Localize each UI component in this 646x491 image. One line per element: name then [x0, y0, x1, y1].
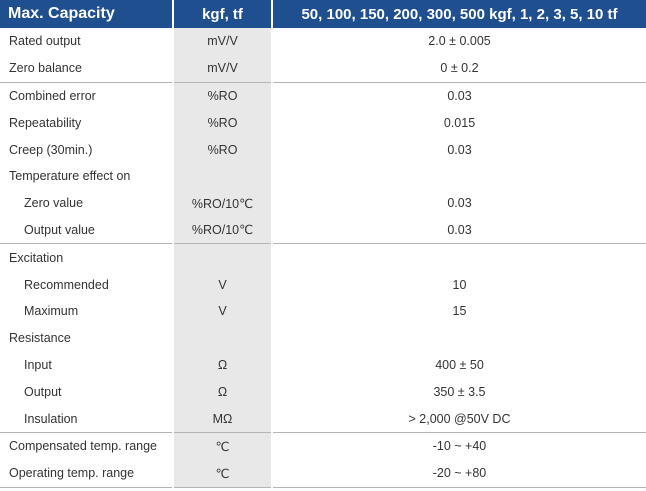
table-row [0, 163, 646, 190]
table-row [0, 271, 646, 298]
row-label: Resistance [9, 331, 71, 346]
row-unit: ℃ [173, 460, 272, 487]
row-value: 2.0 ± 0.005 [428, 34, 491, 49]
row-label: Combined error [0, 82, 173, 109]
row-unit: Ω [173, 352, 272, 379]
row-value: -10 ~ +40 [272, 432, 646, 459]
table-row [0, 432, 646, 459]
row-value: 10 [452, 277, 467, 292]
header-capacities: 50, 100, 150, 200, 300, 500 kgf, 1, 2, 3, 5, 10 tf [272, 0, 646, 28]
row-value: 400 ± 50 [435, 357, 484, 372]
row-value: 0.03 [272, 82, 646, 109]
header-unit: kgf, tf [173, 0, 272, 28]
table-row [0, 217, 646, 244]
table-row [0, 190, 646, 217]
header-max-capacity: Max. Capacity [0, 0, 173, 28]
row-unit: V [173, 271, 272, 298]
table-row [0, 460, 646, 487]
row-unit: V [173, 298, 272, 325]
row-value: 0.03 [447, 196, 472, 211]
table-row [0, 244, 646, 271]
row-unit: ℃ [173, 432, 272, 459]
row-label: Output value [24, 222, 95, 237]
row-value: 15 [452, 304, 467, 319]
row-unit [173, 325, 272, 352]
row-unit [173, 163, 272, 190]
row-label: Compensated temp. range [0, 432, 173, 459]
row-unit: MΩ [173, 405, 272, 432]
row-value [272, 163, 646, 190]
row-value [272, 244, 646, 271]
row-unit: mV/V [173, 28, 272, 55]
header-row [0, 0, 646, 28]
row-unit: Ω [173, 378, 272, 405]
table-row [0, 378, 646, 405]
row-value: 0.03 [447, 222, 472, 237]
row-label: Recommended [24, 277, 109, 292]
row-unit: %RO/10℃ [173, 190, 272, 217]
row-unit [173, 244, 272, 271]
table-row [0, 298, 646, 325]
row-value: -20 ~ +80 [272, 460, 646, 487]
table-row [0, 136, 646, 163]
row-label: Temperature effect on [9, 169, 131, 184]
row-label: Excitation [0, 244, 173, 271]
row-label: Repeatability [9, 115, 82, 130]
table-row [0, 28, 646, 55]
row-unit: %RO [173, 136, 272, 163]
row-value: > 2,000 @50V DC [408, 411, 511, 426]
row-value [272, 325, 646, 352]
row-label: Creep (30min.) [9, 142, 93, 157]
row-label: Zero balance [9, 61, 82, 76]
row-unit: %RO/10℃ [173, 217, 272, 244]
table-row [0, 325, 646, 352]
table-row [0, 109, 646, 136]
row-value: 0.015 [443, 115, 476, 130]
row-value: 0.03 [447, 142, 472, 157]
row-label: Output [24, 384, 62, 399]
table-row [0, 55, 646, 82]
row-unit: %RO [173, 82, 272, 109]
row-label: Zero value [24, 196, 84, 211]
row-label: Input [24, 357, 52, 372]
row-label: Maximum [24, 304, 79, 319]
table-row [0, 405, 646, 432]
table-row [0, 352, 646, 379]
row-unit: %RO [173, 109, 272, 136]
row-label: Rated output [9, 34, 81, 49]
table-row [0, 82, 646, 109]
row-label: Operating temp. range [0, 460, 173, 487]
row-value: 350 ± 3.5 [433, 384, 486, 399]
row-unit: mV/V [173, 55, 272, 82]
row-label: Insulation [24, 411, 78, 426]
row-value: 0 ± 0.2 [440, 61, 479, 76]
